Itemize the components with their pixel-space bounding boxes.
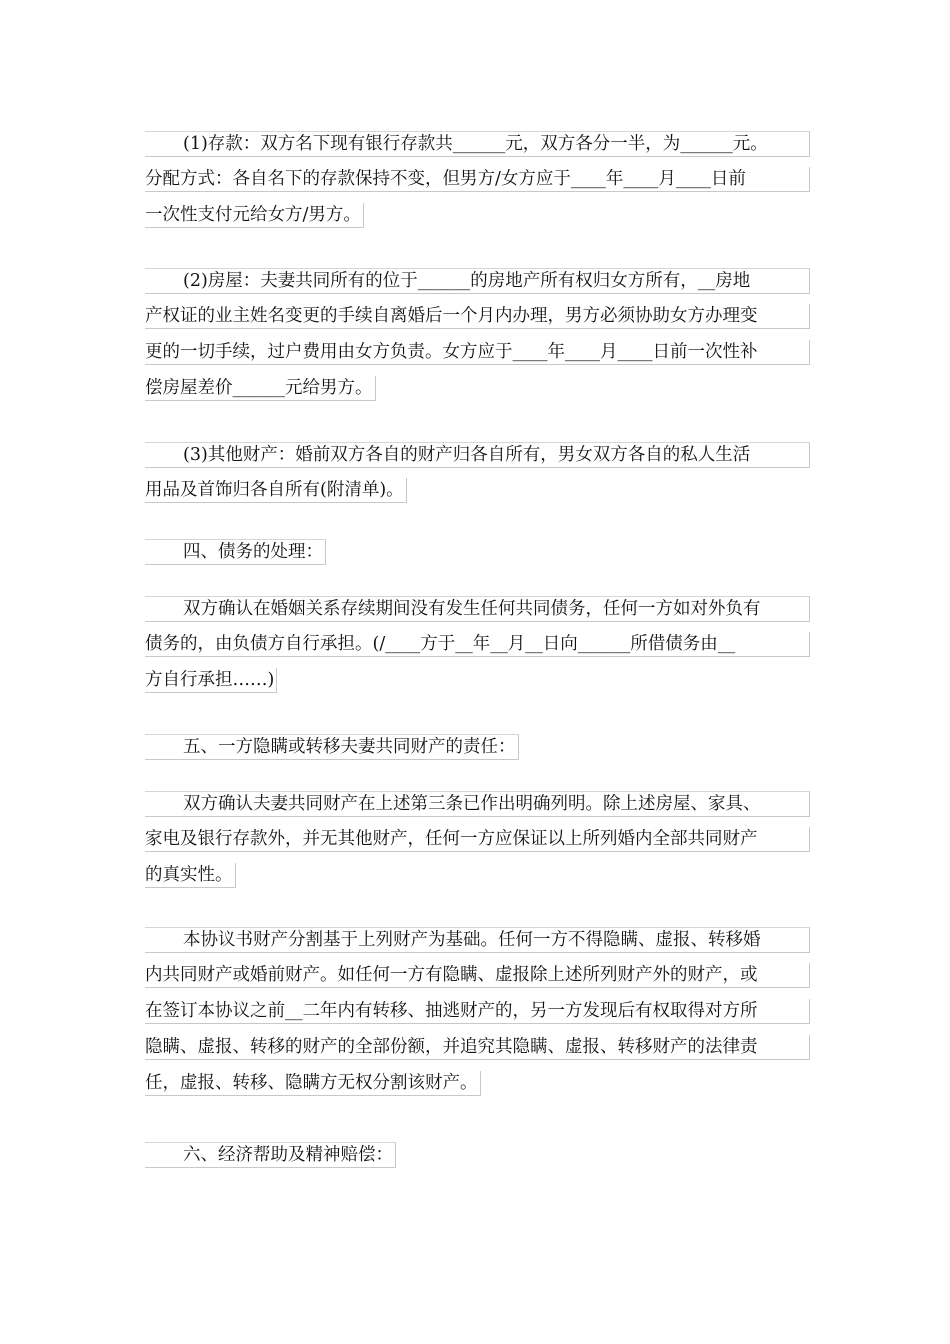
line-text: 偿房屋差价______元给男方。 (145, 378, 373, 398)
line-text: 四、债务的处理： (183, 541, 323, 562)
text-line (143, 1065, 813, 1101)
line-text: 本协议书财产分割基于上列财产为基础。任何一方不得隐瞒、虚报、转移婚 (183, 929, 761, 950)
text-line (143, 728, 813, 764)
line-text: (1)存款：双方名下现有银行存款共______元，双方各分一半，为______元。 (183, 133, 768, 154)
text-line (143, 590, 813, 626)
text-line (143, 626, 813, 662)
liability-paragraph (143, 921, 813, 1101)
line-text: (2)房屋：夫妻共同所有的位于______的房地产所有权归女方所有，__房地 (183, 270, 751, 291)
line-text: 债务的，由负债方自行承担。(/____方于__年__月__日向______所借债务由__ (145, 634, 736, 654)
text-line (143, 662, 813, 698)
text-line (143, 298, 813, 334)
line-text: 任，虚报、转移、隐瞒方无权分割该财产。 (145, 1073, 478, 1093)
line-text: 六、经济帮助及精神赔偿： (183, 1144, 393, 1165)
text-line (143, 1029, 813, 1065)
house-paragraph (143, 262, 813, 406)
line-text: 家电及银行存款外，并无其他财产，任何一方应保证以上所列婚内全部共同财产 (145, 829, 758, 849)
text-line (143, 857, 813, 893)
line-text: 五、一方隐瞒或转移夫妻共同财产的责任： (183, 736, 516, 757)
line-text: 分配方式：各自名下的存款保持不变，但男方/女方应于____年____月____日前 (145, 169, 746, 189)
text-line (143, 533, 813, 569)
text-line (143, 197, 813, 233)
text-line (143, 957, 813, 993)
line-text: 双方确认在婚姻关系存续期间没有发生任何共同债务，任何一方如对外负有 (183, 598, 761, 619)
line-text: 内共同财产或婚前财产。如任何一方有隐瞒、虚报除上述所列财产外的财产，或 (145, 965, 758, 985)
debt-paragraph (143, 590, 813, 698)
text-line (143, 125, 813, 161)
assets-confirm-paragraph (143, 785, 813, 893)
line-text: 产权证的业主姓名变更的手续自离婚后一个月内办理，男方必须协助女方办理变 (145, 306, 758, 326)
line-text: (3)其他财产：婚前双方各自的财产归各自所有，男女双方各自的私人生活 (183, 444, 751, 465)
section-four-heading (143, 533, 813, 569)
text-line (143, 472, 813, 508)
deposit-paragraph (143, 125, 813, 233)
text-line (143, 334, 813, 370)
other-property-paragraph (143, 436, 813, 508)
text-line (143, 1136, 813, 1172)
section-six-heading (143, 1136, 813, 1172)
line-text: 的真实性。 (145, 865, 233, 885)
line-text: 隐瞒、虚报、转移的财产的全部份额，并追究其隐瞒、虚报、转移财产的法律责 (145, 1037, 758, 1057)
text-line (143, 161, 813, 197)
text-line (143, 921, 813, 957)
text-line (143, 370, 813, 406)
line-text: 一次性支付元给女方/男方。 (145, 205, 361, 225)
text-line (143, 821, 813, 857)
text-line (143, 993, 813, 1029)
text-line (143, 785, 813, 821)
text-line (143, 262, 813, 298)
line-text: 在签订本协议之前__二年内有转移、抽逃财产的，另一方发现后有权取得对方所 (145, 1001, 758, 1021)
text-line (143, 436, 813, 472)
line-text: 用品及首饰归各自所有(附清单)。 (145, 480, 404, 500)
section-five-heading (143, 728, 813, 764)
line-text: 方自行承担……) (145, 670, 275, 690)
line-text: 双方确认夫妻共同财产在上述第三条已作出明确列明。除上述房屋、家具、 (183, 793, 761, 814)
line-text: 更的一切手续，过户费用由女方负责。女方应于____年____月____日前一次性补 (145, 342, 758, 362)
